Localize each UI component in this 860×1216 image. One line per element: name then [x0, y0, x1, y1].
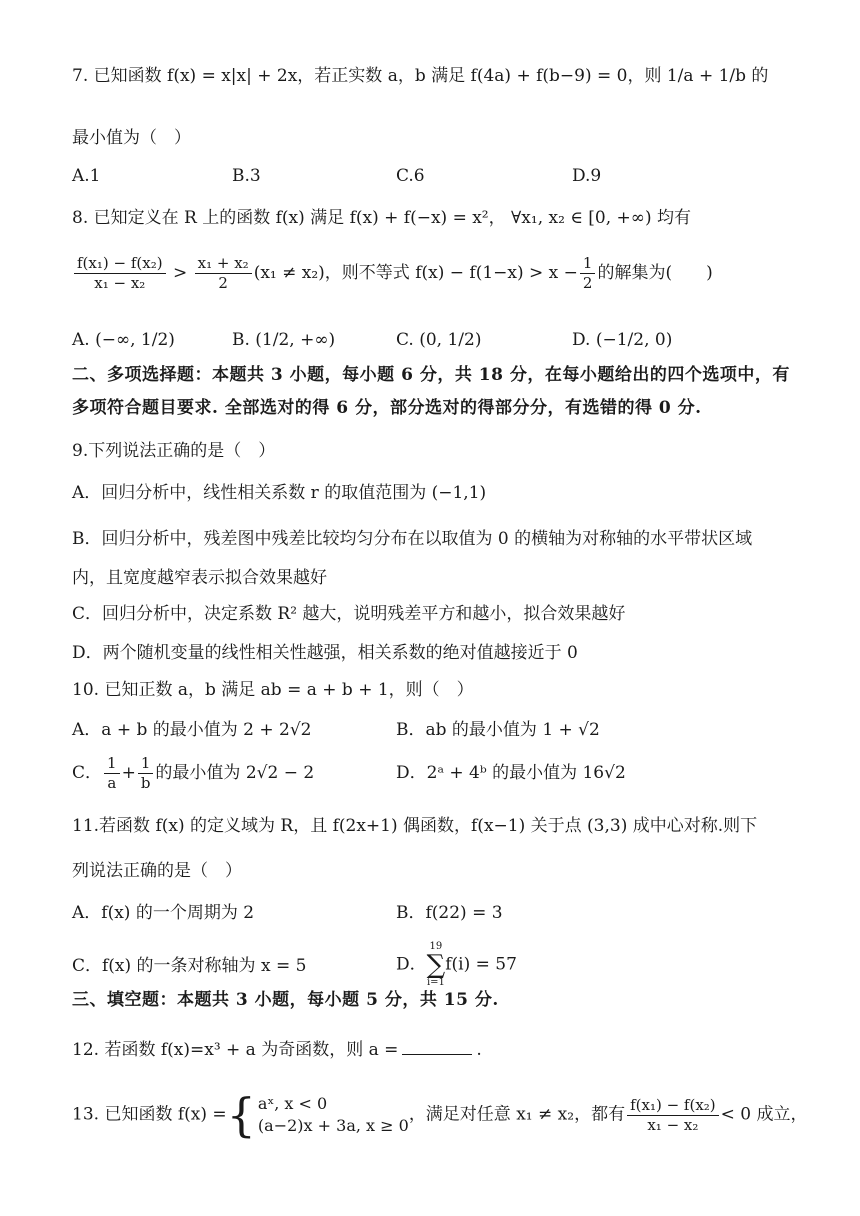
q10-option-d: D．2ᵃ + 4ᵇ 的最小值为 16√2 — [396, 763, 626, 783]
q12-line: 12. 若函数 f(x)=x³ + a 为奇函数，则 a = . — [72, 1040, 482, 1060]
q10-stem: 10. 已知正数 a，b 满足 ab = a + b + 1，则（ ） — [72, 680, 474, 700]
section2-heading-line1: 二、多项选择题：本题共 3 小题，每小题 6 分，共 18 分，在每小题给出的四个选项中，有 — [72, 365, 790, 385]
q12-answer-blank[interactable] — [402, 1054, 472, 1055]
q10-option-a: A．a + b 的最小值为 2 + 2√2 — [72, 720, 312, 740]
q9-option-c: C．回归分析中，决定系数 R² 越大，说明残差平方和越小，拟合效果越好 — [72, 604, 626, 624]
q7-option-a: A.1 — [72, 166, 101, 186]
q9-option-b-line1: B．回归分析中，残差图中残差比较均匀分布在以取值为 0 的横轴为对称轴的水平带状区域 — [72, 529, 753, 549]
q11-line2: 列说法正确的是（ ） — [72, 861, 242, 881]
q8-line1: 8. 已知定义在 R 上的函数 f(x) 满足 f(x) + f(−x) = x²， ∀x₁, x₂ ∈ [0, +∞) 均有 — [72, 208, 691, 228]
q11-line1: 11.若函数 f(x) 的定义域为 R，且 f(2x+1) 偶函数，f(x−1) 关于点 (3,3) 成中心对称.则下 — [72, 816, 758, 836]
q8-option-b: B. (1/2, +∞) — [232, 330, 336, 350]
q9-option-b-line2: 内，且宽度越窄表示拟合效果越好 — [72, 568, 327, 588]
q13-case1: aˣ, x < 0 — [257, 1094, 328, 1114]
q13-line: 13. 已知函数 f(x) = { aˣ, x < 0 (a−2)x + 3a, x ≥ 0 ，满足对任意 x₁ ≠ x₂，都有 $\frac{\text{f(x₁) − f(x₂)}}{\text{x₁ − x₂}}$ < 0 成立， — [72, 1088, 808, 1142]
q7-option-c: C.6 — [396, 166, 425, 186]
q7-option-b: B.3 — [232, 166, 261, 186]
q13-piecewise: { aˣ, x < 0 (a−2)x + 3a, x ≥ 0 — [226, 1088, 409, 1142]
q9-option-a: A．回归分析中，线性相关系数 r 的取值范围为 (−1,1) — [72, 483, 487, 503]
q7-option-d: D.9 — [572, 166, 602, 186]
q11-option-b: B．f(22) = 3 — [396, 903, 503, 923]
q13-fraction: $\frac{\text{f(x₁) − f(x₂)}}{\text{x₁ − x₂}}$ — [627, 1098, 719, 1133]
q11-option-a: A．f(x) 的一个周期为 2 — [72, 903, 255, 923]
q9-stem: 9.下列说法正确的是（ ） — [72, 441, 276, 461]
q10-c-fraction-a: $\frac{1}{a}$ — [104, 756, 120, 791]
q7-line2: 最小值为（ ） — [72, 128, 191, 148]
section2-heading-line2: 多项符合题目要求. 全部选对的得 6 分，部分选对的得部分分，有选错的得 0 分. — [72, 398, 702, 418]
q10-option-c: C． $\frac{1}{a}$ + $\frac{1}{b}$ 的最小值为 2√2 − 2 — [72, 754, 315, 792]
q8-line2: $\frac{\text{f(x₁) − f(x₂)}}{\text{x₁ − x₂}}$ > $\frac{\text{x₁ + x₂}}{2}$ (x₁ ≠ x₂)，则不等式 f(x) − f(1−x) > x − $\frac{1}{2}$ 的解集为( ) — [72, 256, 713, 291]
q8-fraction-mean: $\frac{\text{x₁ + x₂}}{2}$ — [195, 256, 252, 291]
q8-option-c: C. (0, 1/2) — [396, 330, 482, 350]
q11-option-c: C．f(x) 的一条对称轴为 x = 5 — [72, 956, 307, 976]
q8-option-d: D. (−1/2, 0) — [572, 330, 673, 350]
q9-option-d: D．两个随机变量的线性相关性越强，相关系数的绝对值越接近于 0 — [72, 643, 578, 663]
q8-line2-mid: (x₁ ≠ x₂)，则不等式 f(x) − f(1−x) > x − — [253, 263, 578, 283]
q8-line2-end: 的解集为( ) — [597, 263, 713, 283]
q10-option-b: B．ab 的最小值为 1 + √2 — [396, 720, 600, 740]
q10-c-fraction-b: $\frac{1}{b}$ — [138, 756, 154, 791]
section3-heading: 三、填空题：本题共 3 小题，每小题 5 分，共 15 分. — [72, 990, 499, 1010]
q8-fraction-half: $\frac{1}{2}$ — [580, 256, 596, 291]
q11-option-d: D． 19 ∑ i=1 f(i) = 57 — [396, 941, 517, 988]
q8-fraction-difference: $\frac{\text{f(x₁) − f(x₂)}}{\text{x₁ − x₂}}$ — [74, 256, 166, 291]
q8-option-a: A. (−∞, 1/2) — [72, 330, 175, 350]
q13-case2: (a−2)x + 3a, x ≥ 0 — [257, 1116, 409, 1135]
summation-symbol: 19 ∑ i=1 — [426, 941, 446, 988]
q7-line1: 7. 已知函数 f(x) = x|x| + 2x，若正实数 a，b 满足 f(4a) + f(b−9) = 0，则 1/a + 1/b 的 — [72, 66, 769, 86]
